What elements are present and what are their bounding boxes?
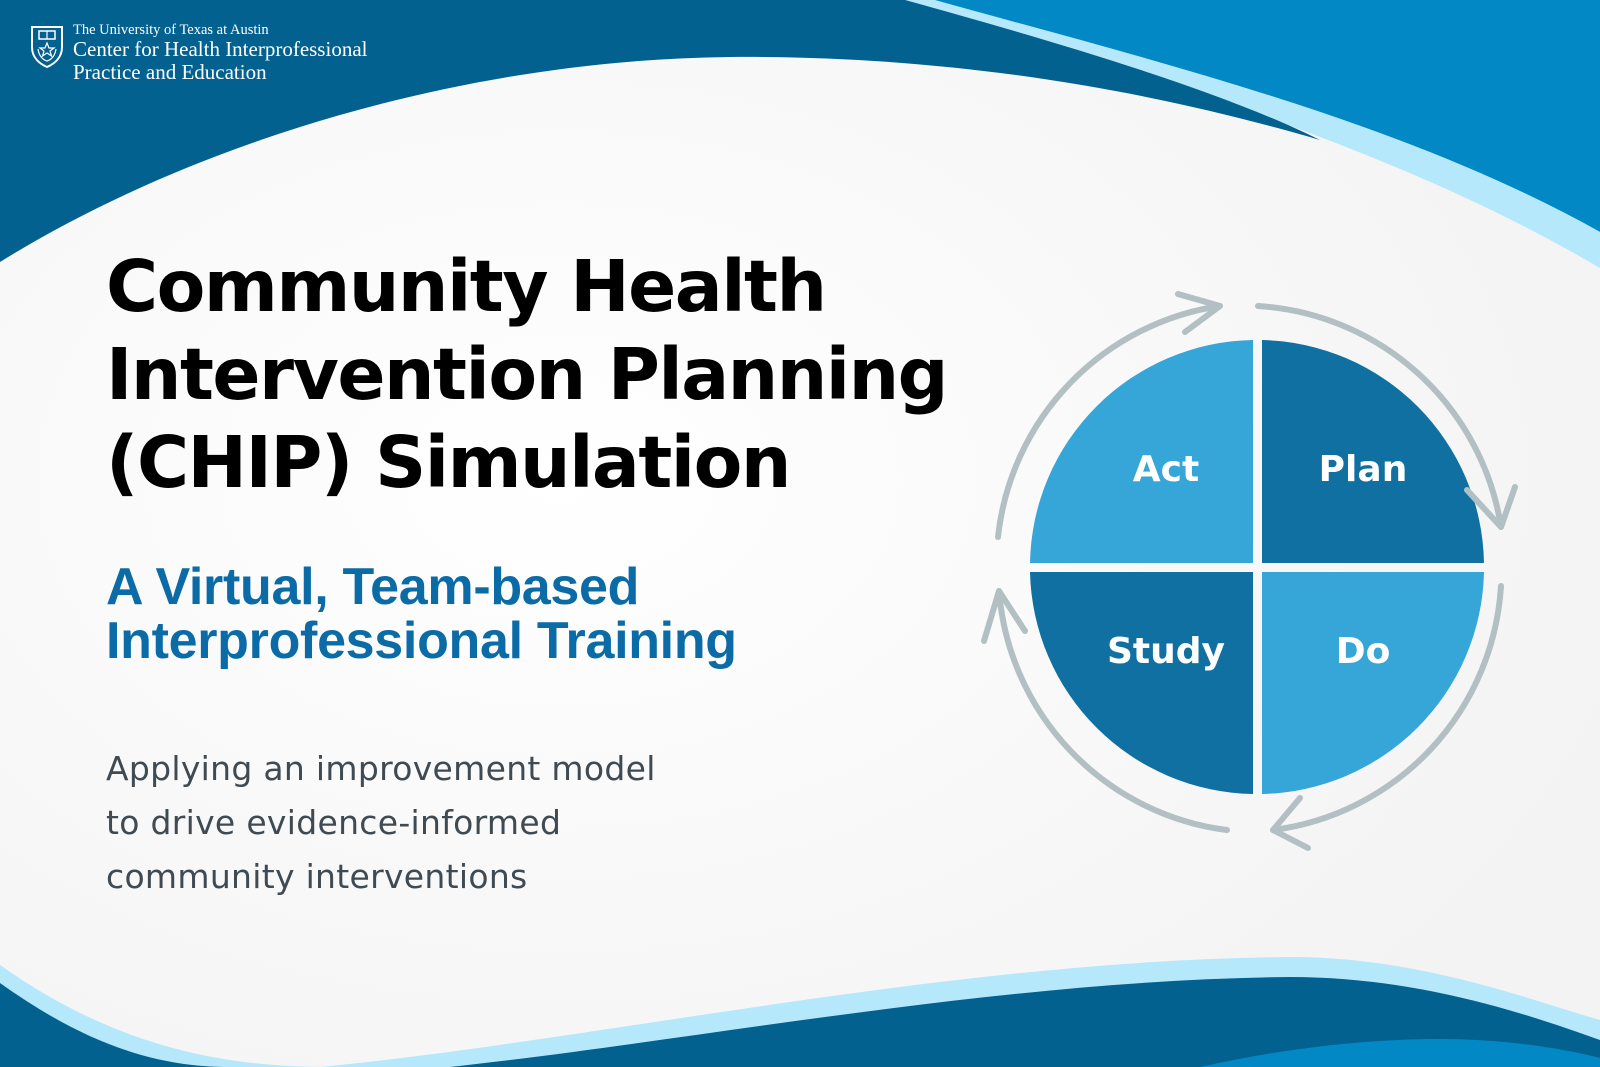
description: [106, 742, 656, 904]
title-line-3: (CHIP) Simulation: [106, 421, 790, 504]
title-line-1: Community Health: [106, 245, 826, 328]
ut-shield-icon: [30, 25, 64, 69]
center-name-line2: Practice and Education: [73, 60, 267, 84]
center-name-line1: Center for Health Interprofessional: [73, 37, 368, 61]
subtitle: [106, 560, 737, 668]
quadrant-study: [1030, 572, 1253, 794]
title-line-2: Intervention Planning: [106, 333, 947, 416]
institution-logo: [30, 22, 367, 84]
subtitle-line-2: Interprofessional Training: [106, 612, 737, 670]
quadrant-label-plan: Plan: [1318, 449, 1408, 490]
university-name: The University of Texas at Austin: [73, 22, 269, 38]
pdsa-cycle-diagram: [970, 280, 1550, 860]
description-line-1: Applying an improvement model: [106, 749, 656, 788]
description-line-2: to drive evidence-informed: [106, 803, 562, 842]
quadrant-label-study: Study: [1106, 631, 1226, 672]
page-title: [106, 243, 947, 507]
subtitle-line-1: A Virtual, Team-based: [106, 558, 640, 616]
quadrant-do: [1262, 572, 1484, 794]
description-line-3: community interventions: [106, 857, 528, 896]
quadrant-label-do: Do: [1335, 631, 1391, 672]
quadrant-label-act: Act: [1132, 449, 1200, 490]
